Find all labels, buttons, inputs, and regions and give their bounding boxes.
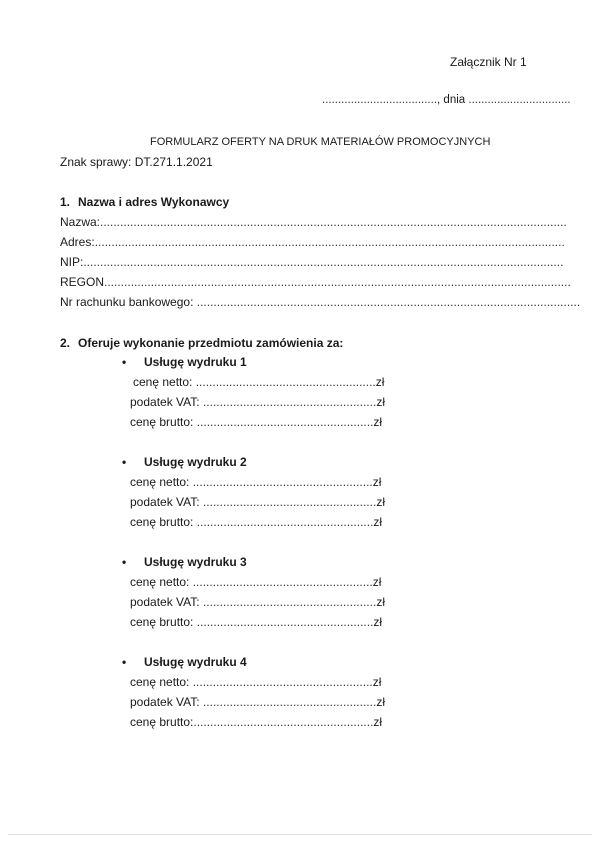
service-4-gross-price[interactable]: cenę brutto:......................................................zł [130,715,383,729]
service-2-title: • Usługę wydruku 2 [122,455,247,469]
document-title: FORMULARZ OFERTY NA DRUK MATERIAŁÓW PROMOCYJNYCH [150,136,491,148]
field-label: REGON [60,275,105,289]
field-dots: ............................................................................................................................................ [100,215,567,229]
field-dots: ............................................................................................................................................. [94,235,565,249]
field-label: Nr rachunku bankowego: [60,295,197,309]
service-4-vat[interactable]: podatek VAT: ....................................................zł [130,695,385,709]
date-place-line[interactable] [322,94,571,106]
service-1-gross-price[interactable]: cenę brutto: .....................................................zł [130,415,383,429]
service-2-gross-price[interactable]: cenę brutto: .....................................................zł [130,515,383,529]
service-1-vat[interactable]: podatek VAT: ....................................................zł [130,395,385,409]
bullet-icon: • [122,655,127,669]
service-1-net-price[interactable]: cenę netto: ......................................................zł [133,375,385,389]
annex-label: Załącznik Nr 1 [450,55,527,69]
section-2-number: 2. [60,336,71,350]
field-label: NIP: [60,255,84,269]
date-dots: ................................ [468,94,571,106]
field-dots: ................................................................................................................................................ [83,255,564,269]
field-address[interactable] [60,235,565,249]
scan-edge-divider [8,834,592,835]
case-number: Znak sprawy: DT.271.1.2021 [60,155,213,169]
field-name[interactable] [60,215,567,229]
service-3-vat[interactable]: podatek VAT: ....................................................zł [130,595,385,609]
field-label: Adres: [60,235,95,249]
bullet-icon: • [122,355,127,369]
section-2-title: Oferuje wykonanie przedmiotu zamówienia za: [78,336,344,350]
service-4-net-price[interactable]: cenę netto: ......................................................zł [130,675,382,689]
field-regon[interactable] [60,275,571,289]
service-3-title: • Usługę wydruku 3 [122,555,247,569]
service-2-vat[interactable]: podatek VAT: ....................................................zł [130,495,385,509]
bullet-icon: • [122,555,127,569]
field-bank-account[interactable] [60,295,580,309]
section-2-heading [60,336,343,350]
service-3-gross-price[interactable]: cenę brutto: .....................................................zł [130,615,383,629]
service-3-net-price[interactable]: cenę netto: ......................................................zł [130,575,382,589]
service-1-title: • Usługę wydruku 1 [122,355,247,369]
bullet-icon: • [122,455,127,469]
service-4-title: • Usługę wydruku 4 [122,655,247,669]
field-label: Nazwa: [60,215,101,229]
place-dots: .................................... [322,94,438,106]
field-dots: ................................................................................................................... [196,295,581,309]
section-1-number: 1. [60,195,71,209]
field-nip[interactable] [60,255,563,269]
section-1-title: Nazwa i adres Wykonawcy [78,195,230,209]
field-dots: ............................................................................................................................................ [104,275,571,289]
service-2-net-price[interactable]: cenę netto: ......................................................zł [130,475,382,489]
date-label: , dnia [437,94,466,106]
section-1-heading [60,195,229,209]
